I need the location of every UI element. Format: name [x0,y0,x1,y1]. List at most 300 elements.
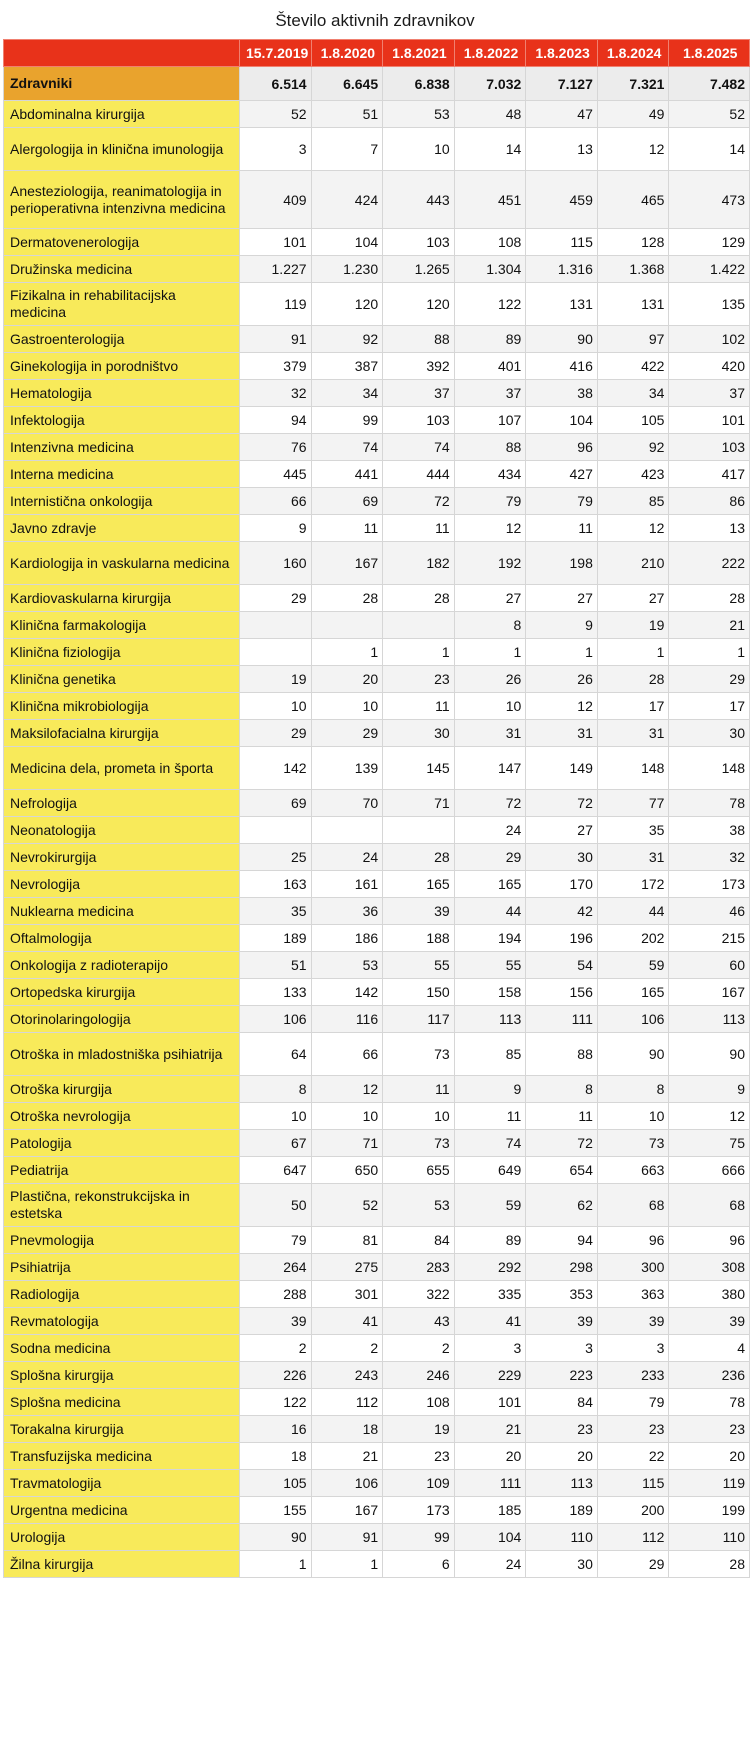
cell-value: 112 [311,1389,383,1416]
cell-value: 39 [526,1308,598,1335]
table-row [4,1551,750,1578]
cell-value: 229 [454,1362,526,1389]
cell-value: 68 [669,1184,750,1227]
cell-value: 156 [526,979,598,1006]
cell-value: 145 [383,747,455,790]
specialty-name: Pediatrija [4,1157,240,1184]
cell-value: 120 [383,283,455,326]
specialty-name: Maksilofacialna kirurgija [4,720,240,747]
cell-value: 111 [526,1006,598,1033]
cell-value: 92 [597,434,669,461]
table-row [4,1157,750,1184]
cell-value: 106 [239,1006,311,1033]
cell-value: 21 [454,1416,526,1443]
cell-value: 51 [239,952,311,979]
cell-value: 104 [454,1524,526,1551]
specialty-name: Klinična mikrobiologija [4,693,240,720]
specialty-name: Otroška kirurgija [4,1076,240,1103]
cell-value: 92 [311,326,383,353]
specialty-name: Neonatologija [4,817,240,844]
cell-value: 31 [597,844,669,871]
cell-value: 150 [383,979,455,1006]
cell-value: 142 [311,979,383,1006]
table-row [4,925,750,952]
cell-value: 89 [454,326,526,353]
cell-value: 99 [311,407,383,434]
table-row [4,1389,750,1416]
cell-value: 11 [383,693,455,720]
cell-value: 24 [311,844,383,871]
cell-value: 29 [239,585,311,612]
cell-value: 424 [311,171,383,229]
cell-value: 27 [597,585,669,612]
table-row [4,434,750,461]
cell-value: 85 [454,1033,526,1076]
cell-value: 62 [526,1184,598,1227]
cell-value: 10 [454,693,526,720]
cell-value: 188 [383,925,455,952]
cell-value: 29 [669,666,750,693]
cell-value: 288 [239,1281,311,1308]
cell-value: 60 [669,952,750,979]
cell-value: 1 [311,639,383,666]
cell-value: 9 [526,612,598,639]
cell-value: 110 [669,1524,750,1551]
cell-value: 3 [526,1335,598,1362]
cell-value: 12 [311,1076,383,1103]
cell-value: 10 [239,1103,311,1130]
cell-value: 2 [311,1335,383,1362]
table-row [4,790,750,817]
cell-value: 128 [597,229,669,256]
cell-value: 78 [669,790,750,817]
specialty-name: Otorinolaringologija [4,1006,240,1033]
cell-value: 223 [526,1362,598,1389]
cell-value: 165 [454,871,526,898]
specialty-name: Urologija [4,1524,240,1551]
cell-value: 135 [669,283,750,326]
table-row [4,952,750,979]
specialty-name: Kardiologija in vaskularna medicina [4,542,240,585]
table-row [4,1362,750,1389]
cell-value: 53 [383,1184,455,1227]
cell-value: 28 [669,585,750,612]
table-row [4,171,750,229]
column-header: 15.7.2019 [239,40,311,67]
cell-value: 233 [597,1362,669,1389]
total-value: 6.645 [311,67,383,101]
cell-value: 38 [669,817,750,844]
cell-value: 275 [311,1254,383,1281]
cell-value: 264 [239,1254,311,1281]
cell-value: 1.304 [454,256,526,283]
cell-value: 70 [311,790,383,817]
cell-value [311,817,383,844]
total-value: 6.838 [383,67,455,101]
cell-value: 52 [239,101,311,128]
cell-value: 18 [311,1416,383,1443]
cell-value: 654 [526,1157,598,1184]
cell-value: 8 [526,1076,598,1103]
table-row [4,898,750,925]
specialty-name: Urgentna medicina [4,1497,240,1524]
cell-value: 19 [239,666,311,693]
cell-value: 353 [526,1281,598,1308]
cell-value: 122 [239,1389,311,1416]
cell-value: 55 [454,952,526,979]
cell-value: 14 [454,128,526,171]
cell-value: 28 [311,585,383,612]
cell-value: 1 [239,1551,311,1578]
cell-value: 31 [597,720,669,747]
specialty-name: Patologija [4,1130,240,1157]
cell-value: 30 [383,720,455,747]
cell-value: 1 [669,639,750,666]
cell-value: 10 [383,1103,455,1130]
cell-value [311,612,383,639]
cell-value: 69 [311,488,383,515]
cell-value: 12 [597,128,669,171]
cell-value: 11 [526,515,598,542]
cell-value: 149 [526,747,598,790]
cell-value: 113 [669,1006,750,1033]
cell-value: 427 [526,461,598,488]
table-row [4,1254,750,1281]
cell-value: 160 [239,542,311,585]
cell-value: 69 [239,790,311,817]
total-value: 6.514 [239,67,311,101]
cell-value: 119 [239,283,311,326]
cell-value: 199 [669,1497,750,1524]
cell-value: 37 [454,380,526,407]
cell-value: 46 [669,898,750,925]
cell-value: 165 [383,871,455,898]
table-row [4,1227,750,1254]
cell-value: 120 [311,283,383,326]
cell-value: 29 [311,720,383,747]
table-row [4,1335,750,1362]
cell-value: 64 [239,1033,311,1076]
cell-value: 102 [669,326,750,353]
cell-value: 52 [311,1184,383,1227]
cell-value: 417 [669,461,750,488]
cell-value: 13 [526,128,598,171]
cell-value: 12 [597,515,669,542]
cell-value: 79 [526,488,598,515]
cell-value: 8 [454,612,526,639]
cell-value: 88 [383,326,455,353]
cell-value: 115 [597,1470,669,1497]
total-value: 7.482 [669,67,750,101]
table-row [4,542,750,585]
cell-value: 53 [383,101,455,128]
cell-value: 44 [454,898,526,925]
cell-value: 51 [311,101,383,128]
cell-value: 1 [597,639,669,666]
cell-value: 94 [239,407,311,434]
cell-value: 122 [454,283,526,326]
table-row [4,380,750,407]
specialty-name: Psihiatrija [4,1254,240,1281]
cell-value: 29 [239,720,311,747]
table-row [4,979,750,1006]
specialty-name: Sodna medicina [4,1335,240,1362]
cell-value: 434 [454,461,526,488]
specialty-name: Nevrologija [4,871,240,898]
specialty-name: Intenzivna medicina [4,434,240,461]
total-value: 7.127 [526,67,598,101]
cell-value: 104 [311,229,383,256]
column-header: 1.8.2021 [383,40,455,67]
cell-value: 243 [311,1362,383,1389]
cell-value: 113 [454,1006,526,1033]
cell-value: 43 [383,1308,455,1335]
cell-value: 96 [526,434,598,461]
cell-value: 105 [597,407,669,434]
cell-value: 1 [526,639,598,666]
cell-value: 1 [454,639,526,666]
cell-value: 72 [526,790,598,817]
specialty-name: Interna medicina [4,461,240,488]
cell-value: 1.227 [239,256,311,283]
table-row [4,128,750,171]
cell-value: 147 [454,747,526,790]
table-row [4,101,750,128]
cell-value: 11 [383,515,455,542]
cell-value: 84 [383,1227,455,1254]
cell-value: 186 [311,925,383,952]
table-row [4,1033,750,1076]
cell-value: 420 [669,353,750,380]
table-row [4,639,750,666]
cell-value: 28 [383,585,455,612]
table-row [4,1497,750,1524]
cell-value: 17 [669,693,750,720]
cell-value: 10 [383,128,455,171]
cell-value: 18 [239,1443,311,1470]
cell-value: 1.422 [669,256,750,283]
specialty-name: Dermatovenerologija [4,229,240,256]
cell-value: 3 [454,1335,526,1362]
cell-value: 96 [597,1227,669,1254]
specialty-name: Alergologija in klinična imunologija [4,128,240,171]
cell-value: 39 [669,1308,750,1335]
specialty-name: Nevrokirurgija [4,844,240,871]
table-row [4,1443,750,1470]
cell-value: 139 [311,747,383,790]
table-row [4,1130,750,1157]
cell-value: 14 [669,128,750,171]
specialty-name: Nefrologija [4,790,240,817]
cell-value: 131 [597,283,669,326]
cell-value: 8 [597,1076,669,1103]
doctors-table [3,39,750,1578]
table-row [4,407,750,434]
table-row [4,256,750,283]
cell-value: 422 [597,353,669,380]
cell-value: 20 [669,1443,750,1470]
cell-value: 101 [239,229,311,256]
cell-value: 12 [669,1103,750,1130]
cell-value: 3 [239,128,311,171]
total-label: Zdravniki [4,67,240,101]
cell-value: 91 [239,326,311,353]
cell-value: 103 [383,229,455,256]
cell-value: 66 [239,488,311,515]
cell-value: 226 [239,1362,311,1389]
cell-value: 28 [383,844,455,871]
cell-value: 2 [383,1335,455,1362]
cell-value: 167 [311,1497,383,1524]
cell-value: 31 [526,720,598,747]
cell-value: 401 [454,353,526,380]
cell-value: 16 [239,1416,311,1443]
specialty-name: Travmatologija [4,1470,240,1497]
cell-value: 131 [526,283,598,326]
cell-value: 67 [239,1130,311,1157]
cell-value: 73 [597,1130,669,1157]
cell-value: 443 [383,171,455,229]
cell-value: 133 [239,979,311,1006]
cell-value: 17 [597,693,669,720]
cell-value: 10 [311,693,383,720]
specialty-name: Internistična onkologija [4,488,240,515]
cell-value: 97 [597,326,669,353]
cell-value: 445 [239,461,311,488]
cell-value: 88 [454,434,526,461]
specialty-name: Medicina dela, prometa in športa [4,747,240,790]
cell-value: 32 [669,844,750,871]
table-row [4,283,750,326]
cell-value: 54 [526,952,598,979]
specialty-name: Radiologija [4,1281,240,1308]
cell-value: 53 [311,952,383,979]
cell-value: 28 [669,1551,750,1578]
cell-value: 19 [597,612,669,639]
table-row [4,612,750,639]
column-header: 1.8.2024 [597,40,669,67]
column-header: 1.8.2020 [311,40,383,67]
cell-value: 76 [239,434,311,461]
cell-value: 21 [311,1443,383,1470]
cell-value: 75 [669,1130,750,1157]
cell-value: 101 [669,407,750,434]
cell-value: 25 [239,844,311,871]
table-row [4,817,750,844]
cell-value: 451 [454,171,526,229]
header-corner [4,40,240,67]
header-row [4,40,750,67]
specialty-name: Ortopedska kirurgija [4,979,240,1006]
cell-value: 473 [669,171,750,229]
column-header: 1.8.2025 [669,40,750,67]
cell-value: 90 [669,1033,750,1076]
total-value: 7.032 [454,67,526,101]
cell-value: 2 [239,1335,311,1362]
page-title: Število aktivnih zdravnikov [275,11,475,30]
cell-value: 26 [454,666,526,693]
cell-value: 423 [597,461,669,488]
cell-value: 444 [383,461,455,488]
cell-value: 6 [383,1551,455,1578]
cell-value: 115 [526,229,598,256]
cell-value: 12 [454,515,526,542]
specialty-name: Otroška in mladostniška psihiatrija [4,1033,240,1076]
cell-value: 167 [311,542,383,585]
cell-value: 27 [526,585,598,612]
cell-value: 47 [526,101,598,128]
cell-value: 94 [526,1227,598,1254]
cell-value: 650 [311,1157,383,1184]
cell-value: 107 [454,407,526,434]
cell-value: 192 [454,542,526,585]
cell-value: 35 [597,817,669,844]
cell-value [383,612,455,639]
specialty-name: Revmatologija [4,1308,240,1335]
cell-value: 165 [597,979,669,1006]
cell-value: 409 [239,171,311,229]
cell-value: 113 [526,1470,598,1497]
cell-value: 37 [383,380,455,407]
table-row [4,229,750,256]
table-row [4,1524,750,1551]
cell-value: 167 [669,979,750,1006]
cell-value: 10 [597,1103,669,1130]
cell-value: 392 [383,353,455,380]
cell-value: 35 [239,898,311,925]
cell-value: 85 [597,488,669,515]
specialty-name: Pnevmologija [4,1227,240,1254]
cell-value: 52 [669,101,750,128]
cell-value: 68 [597,1184,669,1227]
cell-value: 380 [669,1281,750,1308]
cell-value: 11 [383,1076,455,1103]
cell-value: 119 [669,1470,750,1497]
cell-value: 72 [526,1130,598,1157]
cell-value: 44 [597,898,669,925]
cell-value: 30 [526,844,598,871]
specialty-name: Infektologija [4,407,240,434]
cell-value: 32 [239,380,311,407]
table-row [4,1006,750,1033]
specialty-name: Kardiovaskularna kirurgija [4,585,240,612]
cell-value [239,639,311,666]
cell-value: 106 [597,1006,669,1033]
cell-value: 185 [454,1497,526,1524]
cell-value: 28 [597,666,669,693]
cell-value: 4 [669,1335,750,1362]
specialty-name: Javno zdravje [4,515,240,542]
cell-value: 31 [454,720,526,747]
cell-value: 283 [383,1254,455,1281]
cell-value: 34 [311,380,383,407]
cell-value: 59 [597,952,669,979]
cell-value: 101 [454,1389,526,1416]
cell-value: 298 [526,1254,598,1281]
cell-value: 20 [311,666,383,693]
cell-value: 663 [597,1157,669,1184]
cell-value: 117 [383,1006,455,1033]
table-row [4,666,750,693]
cell-value: 41 [311,1308,383,1335]
cell-value: 308 [669,1254,750,1281]
cell-value: 79 [597,1389,669,1416]
cell-value: 379 [239,353,311,380]
specialty-name: Fizikalna in rehabilitacijska medicina [4,283,240,326]
cell-value: 441 [311,461,383,488]
cell-value: 666 [669,1157,750,1184]
cell-value: 1.368 [597,256,669,283]
